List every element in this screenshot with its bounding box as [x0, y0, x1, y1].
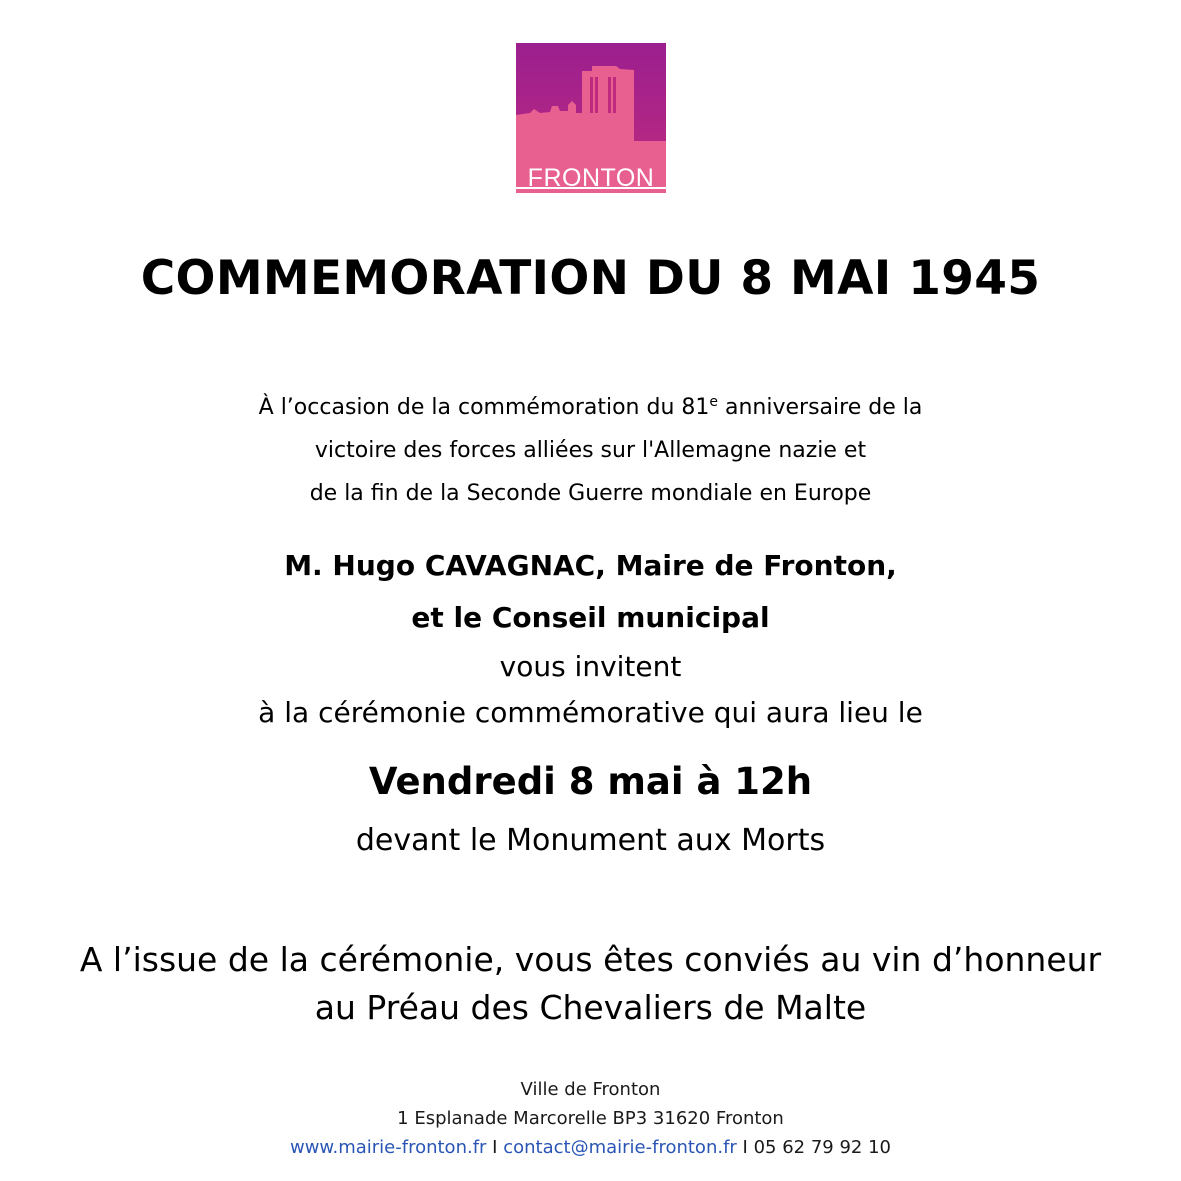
- logo-text: FRONTON: [527, 164, 655, 192]
- hosts-block: [0, 540, 1181, 644]
- email-link[interactable]: contact@mairie-fronton.fr: [503, 1137, 737, 1158]
- footer-contacts: [0, 1133, 1181, 1162]
- invite-line-2: à la cérémonie commémorative qui aura lieu le: [258, 696, 923, 729]
- intro-line-1-end: anniversaire de la: [718, 395, 923, 420]
- footer-separator: I: [486, 1137, 504, 1158]
- host-mayor: M. Hugo CAVAGNAC, Maire de Fronton,: [284, 549, 897, 582]
- reception-line-2: au Préau des Chevaliers de Malte: [314, 988, 867, 1027]
- invite-line-1: vous invitent: [499, 650, 682, 683]
- reception-notice: [0, 936, 1181, 1032]
- intro-line-3: de la fin de la Seconde Guerre mondiale en Europe: [309, 481, 872, 506]
- footer: [0, 1075, 1181, 1162]
- intro-line-1: [0, 386, 1181, 429]
- host-council: et le Conseil municipal: [411, 601, 770, 634]
- footer-separator: I: [736, 1137, 754, 1158]
- intro-paragraph: [0, 386, 1181, 515]
- intro-line-1-text: À l’occasion de la commémoration du 81: [258, 395, 710, 420]
- footer-org: Ville de Fronton: [520, 1079, 661, 1100]
- footer-address: 1 Esplanade Marcorelle BP3 31620 Fronton: [397, 1108, 784, 1129]
- reception-line-1: A l’issue de la cérémonie, vous êtes conviés au vin d’honneur: [79, 940, 1102, 979]
- intro-line-2: victoire des forces alliées sur l'Allemagne nazie et: [314, 438, 867, 463]
- fronton-logo: [516, 43, 666, 193]
- footer-phone: 05 62 79 92 10: [753, 1137, 892, 1158]
- event-location: devant le Monument aux Morts: [355, 823, 826, 858]
- event-date: Vendredi 8 mai à 12h: [368, 760, 813, 803]
- page-title: COMMEMORATION DU 8 MAI 1945: [140, 251, 1041, 306]
- invite-block: [0, 644, 1181, 736]
- ordinal-suffix: e: [709, 394, 719, 410]
- website-link[interactable]: www.mairie-fronton.fr: [289, 1137, 487, 1158]
